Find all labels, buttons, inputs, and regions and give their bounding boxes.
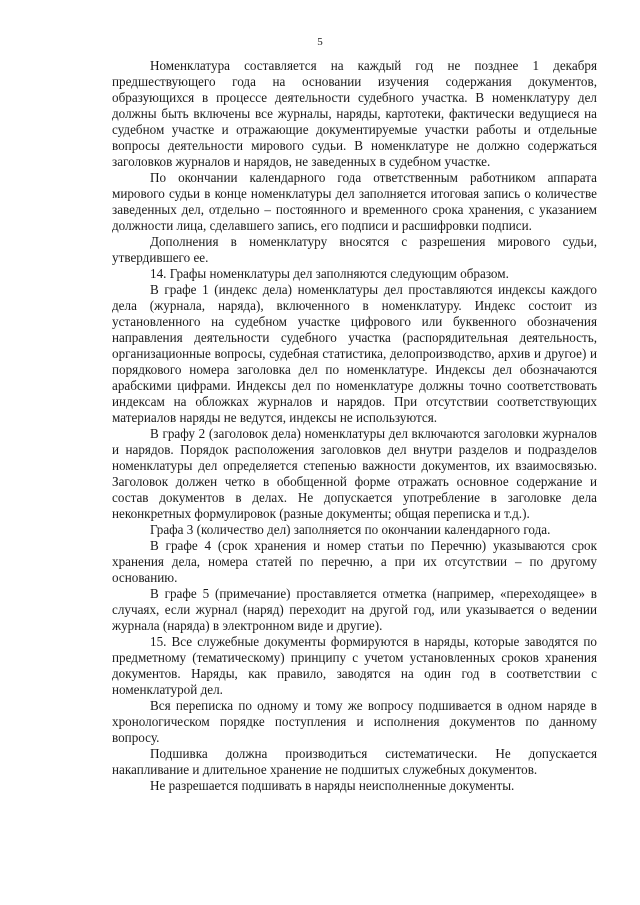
paragraph-nomenclature-compilation: Номенклатура составляется на каждый год не позднее 1 декабря предшествующего года на основании изучения содержания документов, образующихся в процессе деятельности судебного участка. В номенклатуру дел должны быть включены все журналы, наряды, картотеки, фактически ведущиеся на судебном участке и отражающие документируемые участки работы и отдельные вопросы деятельности мирового судьи. В номенклатуре не должно содержаться заголовков журналов и нарядов, не заведенных в судебном участке. [112, 58, 597, 169]
paragraph-column-4: В графе 4 (срок хранения и номер статьи по Перечню) указываются срок хранения дела, номера статей по перечню, а при их отсутствии – по другому основанию. [112, 538, 597, 585]
paragraph-column-1: В графе 1 (индекс дела) номенклатуры дел проставляются индексы каждого дела (журнала, наряда), включенного в номенклатуру. Индекс состоит из установленного на судебном участке цифрового или буквенного обозначения направления деятельности судебного участка (распорядительная деятельность, организационные вопросы, судебная статистика, делопроизводство, архив и другое) и порядкового номера заголовка дел по номенклатуре. Индексы дел обозначаются арабскими цифрами. Индексы дел по номенклатуре должны точно соответствовать индексам на обложках журналов и нарядов. При отсутствии соответствующих материалов наряды не ведутся, индексы не используются. [112, 282, 597, 425]
paragraph-binding-schedule: Подшивка должна производиться систематически. Не допускается накапливание и длительное хранение не подшитых служебных документов. [112, 746, 597, 777]
page-number: 5 [317, 36, 323, 48]
paragraph-section-15: 15. Все служебные документы формируются в наряды, которые заводятся по предметному (тематическому) принципу с учетом установленных сроков хранения документов. Наряды, как правило, заводятся на один год в соответствии с номенклатурой дел. [112, 634, 597, 697]
paragraph-column-5: В графе 5 (примечание) проставляется отметка (например, «переходящее» в случаях, если журнал (наряд) переходит на другой год, или указывается о ведении журнала (наряда) в электронном виде и другие). [112, 586, 597, 633]
paragraph-correspondence-filing: Вся переписка по одному и тому же вопросу подшивается в одном наряде в хронологическом порядке поступления и исполнения документов по данному вопросу. [112, 698, 597, 745]
paragraph-year-end-summary: По окончании календарного года ответственным работником аппарата мирового судьи в конце номенклатуры дел заполняется итоговая запись о количестве заведенных дел, отдельно – постоянного и временного срока хранения, с указанием должности лица, сделавшего запись, его подписи и расшифровки подписи. [112, 170, 597, 233]
paragraph-section-14: 14. Графы номенклатуры дел заполняются следующим образом. [150, 266, 509, 281]
paragraph-column-3: Графа 3 (количество дел) заполняется по окончании календарного года. [150, 522, 551, 537]
document-body [112, 58, 597, 794]
paragraph-unexecuted-documents: Не разрешается подшивать в наряды неисполненные документы. [150, 778, 515, 793]
paragraph-column-2: В графу 2 (заголовок дела) номенклатуры дел включаются заголовки журналов и нарядов. Порядок расположения заголовков дел внутри разделов и подразделов номенклатуры дел определяется степенью важности документов, их взаимосвязью. Заголовок должен четко в обобщенной форме отражать основное содержание и состав документов в делах. Не допускается употребление в заголовке дела неконкретных формулировок (разные документы; общая переписка и т.д.). [112, 426, 597, 521]
paragraph-additions: Дополнения в номенклатуру вносятся с разрешения мирового судьи, утвердившего ее. [112, 234, 597, 265]
